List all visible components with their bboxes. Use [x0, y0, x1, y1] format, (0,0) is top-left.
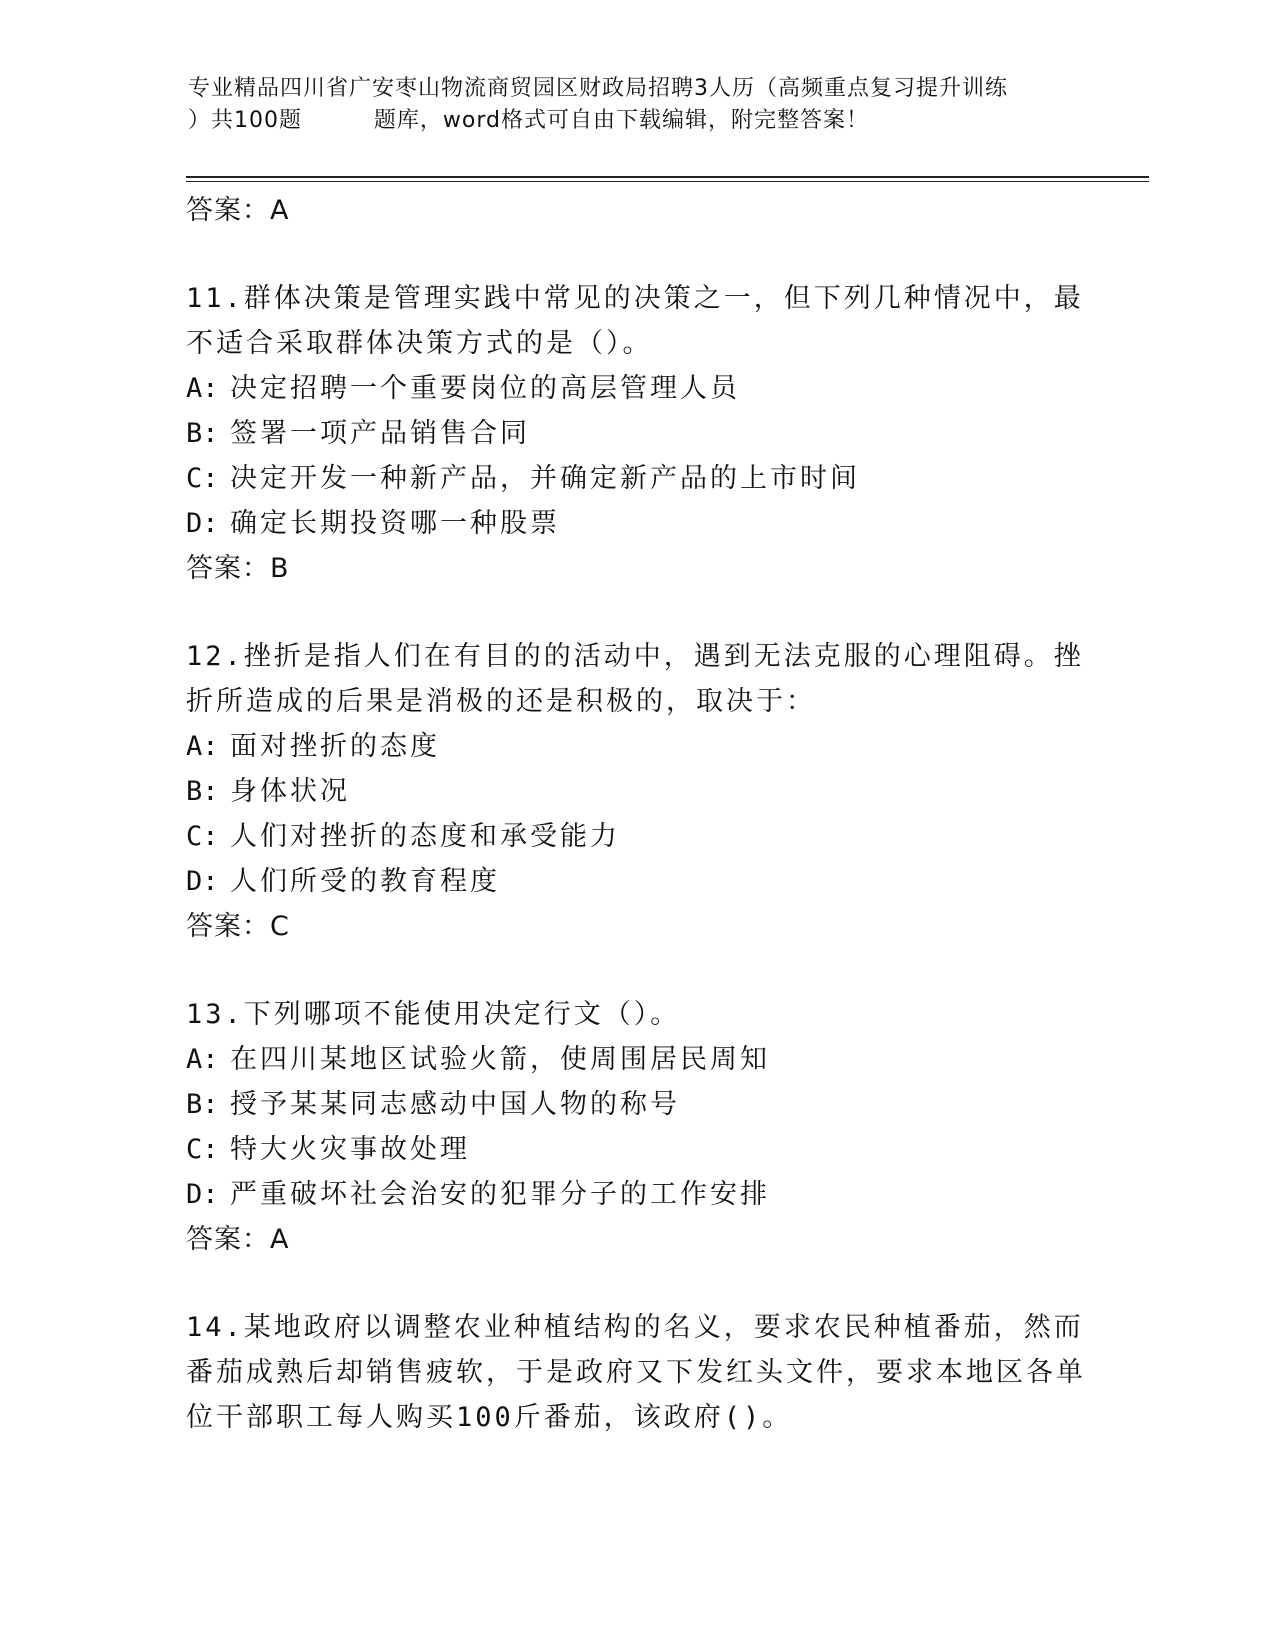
option-row [186, 366, 1086, 411]
option-row [186, 724, 1086, 769]
answer-line: 答案：A [186, 1224, 290, 1255]
question-text: 13.下列哪项不能使用决定行文（）。 [186, 999, 681, 1030]
option-row [186, 456, 1086, 501]
option-text: 决定招聘一个重要岗位的高层管理人员 [230, 373, 740, 404]
option-key: A: [186, 373, 219, 404]
header-line-1: 专业精品四川省广安枣山物流商贸园区财政局招聘3人历（高频重点复习提升训练 [188, 76, 1008, 101]
option-key: A: [186, 731, 219, 762]
option-key: B: [186, 776, 219, 807]
option-row [186, 859, 1086, 904]
option-key: C: [186, 1134, 219, 1165]
option-text: 确定长期投资哪一种股票 [230, 508, 560, 539]
option-text: 严重破坏社会治安的犯罪分子的工作安排 [230, 1179, 770, 1210]
question-item [186, 992, 1086, 1263]
option-row [186, 1172, 1086, 1217]
option-text: 面对挫折的态度 [230, 731, 440, 762]
page-header [188, 73, 1088, 137]
header-rule-thin [186, 181, 1149, 182]
option-key: B: [186, 418, 219, 449]
option-row [186, 1037, 1086, 1082]
option-text: 人们对挫折的态度和承受能力 [230, 821, 620, 852]
option-row [186, 1082, 1086, 1127]
answer-line: 答案：A [186, 195, 290, 226]
option-key: D: [186, 866, 219, 897]
option-key: D: [186, 1179, 219, 1210]
question-item [186, 276, 1086, 592]
option-text: 人们所受的教育程度 [230, 866, 500, 897]
question-item [186, 634, 1086, 950]
answer-line: 答案：B [186, 553, 290, 584]
option-key: C: [186, 463, 219, 494]
option-text: 授予某某同志感动中国人物的称号 [230, 1089, 680, 1120]
option-key: A: [186, 1044, 219, 1075]
option-row [186, 501, 1086, 546]
option-text: 签署一项产品销售合同 [230, 418, 530, 449]
question-text: 14.某地政府以调整农业种植结构的名义，要求农民种植番茄，然而番茄成熟后却销售疲软，于是政府又下发红头文件，要求本地区各单位干部职工每人购买100斤番茄，该政府()。 [186, 1312, 1086, 1433]
option-text: 决定开发一种新产品，并确定新产品的上市时间 [230, 463, 860, 494]
option-key: C: [186, 821, 219, 852]
question-item [186, 1305, 1086, 1440]
option-row [186, 411, 1086, 456]
option-text: 在四川某地区试验火箭，使周围居民周知 [230, 1044, 770, 1075]
header-line-2: ）共100题 题库，word格式可自由下载编辑，附完整答案！ [188, 108, 870, 133]
option-text: 特大火灾事故处理 [230, 1134, 470, 1165]
option-text: 身体状况 [230, 776, 350, 807]
option-row [186, 769, 1086, 814]
question-text: 11.群体决策是管理实践中常见的决策之一，但下列几种情况中，最不适合采取群体决策方式的是（）。 [186, 283, 1084, 359]
header-rule [186, 176, 1149, 178]
answer-line: 答案：C [186, 911, 290, 942]
option-row [186, 814, 1086, 859]
option-row [186, 1127, 1086, 1172]
question-text: 12.挫折是指人们在有目的的活动中，遇到无法克服的心理阻碍。挫折所造成的后果是消极的还是积极的，取决于： [186, 641, 1084, 717]
option-key: D: [186, 508, 219, 539]
option-key: B: [186, 1089, 219, 1120]
document-body [186, 188, 1086, 1440]
